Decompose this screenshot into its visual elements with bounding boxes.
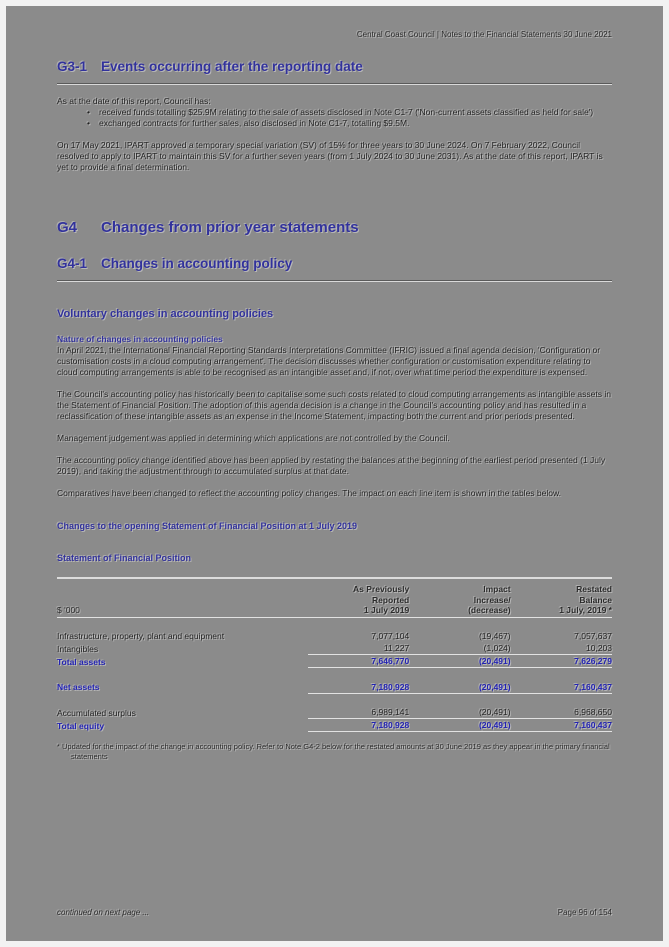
row-label: Infrastructure, property, plant and equipment	[57, 631, 225, 641]
cell-prev: 6,989,141	[308, 706, 409, 719]
opening-sofp-heading: Changes to the opening Statement of Financial Position at 1 July 2019	[57, 521, 358, 531]
table-row-intangibles	[57, 642, 612, 655]
table-spacer-row	[57, 693, 612, 706]
col-header-previously	[308, 578, 409, 617]
section-g4-number: G4	[57, 219, 78, 236]
g31-paragraph: On 17 May 2021, IPART approved a temporary special variation (SV) of 15% for three years to 30 June 2024. On 7 February 2022, Council resolved to apply to IPART to maintain this SV for a further seven years (from 1 July 2024 to 30 June 2031). As at the date of this report, IPART is yet to provide a final determination.	[57, 140, 603, 172]
row-label: Intangibles	[57, 643, 99, 654]
col-header-line: 1 July, 2019 *	[559, 605, 612, 615]
col-header-line: As Previously	[353, 584, 410, 594]
col-header-line: 1 July 2019	[363, 605, 410, 615]
cell-restated: 7,057,637	[574, 631, 612, 641]
row-label: Net assets	[57, 682, 100, 692]
col-header-line: Restated	[576, 584, 612, 594]
g31-bullet-list	[57, 107, 612, 129]
g41-paragraph-4: The accounting policy change identified above has been applied by restating the balances at the beginning of the earliest period presented (1 July 2019), and taking the adjustment through to accumulated surplus at that date.	[57, 455, 606, 476]
table-row-total-equity	[57, 719, 612, 732]
g41-paragraph-3: Management judgement was applied in determining which applications are not controlled by the Council.	[57, 433, 450, 443]
cell-impact: (1,024)	[409, 642, 510, 655]
sofp-heading: Statement of Financial Position	[57, 553, 192, 563]
col-header-line: Impact	[483, 584, 511, 594]
note-g31-heading	[57, 59, 612, 74]
cell-impact: (20,491)	[409, 681, 510, 694]
cell-prev: 7,646,770	[308, 655, 409, 668]
table-row-ippe	[57, 630, 612, 642]
cell-restated: 6,968,650	[511, 706, 612, 719]
col-header-line: (decrease)	[468, 605, 511, 615]
heading-rule	[57, 83, 612, 85]
row-label: Total assets	[57, 656, 106, 667]
continued-note: continued on next page ...	[57, 908, 150, 917]
cell-restated: 7,160,437	[511, 681, 612, 694]
g31-intro: As at the date of this report, Council has:	[57, 96, 211, 106]
g41-paragraph-1: In April 2021, the International Financial Reporting Standards Interpretations Committee (IFRIC) issued a final agenda decision, 'Configuration or customisation costs in a cloud computing arrangement'. The decision discusses whether configuration or customisation expenditure relating to cloud computing arrangements is able to be recognised as an intangible asset and, if not, over what time period the expenditure is expensed.	[57, 345, 601, 377]
cell-prev: 7,077,104	[371, 631, 410, 641]
cell-restated: 7,160,437	[511, 719, 612, 732]
g31-bullet-1: • received funds totalling $25.9M relating to the sale of assets disclosed in Note C1-7 ('Non-current assets classified as held for sale')	[87, 107, 612, 118]
note-g41-title: Changes in accounting policy	[101, 256, 293, 271]
col-header-impact	[409, 578, 510, 617]
cell-prev: 11,227	[308, 642, 409, 655]
heading-rule-2	[57, 280, 612, 282]
note-g41-number: G4-1	[57, 256, 88, 271]
table-footnote: * Updated for the impact of the change in accounting policy. Refer to Note G4-2 below for the restated amounts at 30 June 2019 as they appear in the primary financial statements	[57, 742, 610, 761]
cell-restated: 7,626,279	[511, 655, 612, 668]
page-header: Central Coast Council | Notes to the Financial Statements 30 June 2021	[356, 30, 612, 39]
page-footer	[57, 908, 612, 917]
cell-prev: 7,180,928	[308, 681, 409, 694]
cell-impact: (20,491)	[409, 655, 510, 668]
table-row-net-assets	[57, 681, 612, 694]
g41-paragraph-2: The Council's accounting policy has historically been to capitalise some such costs related to cloud computing arrangements as intangible assets in the Statement of Financial Position. The adoption of this agenda decision is a change in the Council's accounting policy and has resulted in a reclassification of these intangible assets as an expense in the Income Statement, impacting both the current and prior periods presented.	[57, 389, 611, 421]
page-number: Page 96 of 154	[557, 908, 612, 917]
col-header-restated	[511, 578, 612, 617]
g41-paragraph-5: Comparatives have been changed to reflect the accounting policy changes. The impact on each line item is shown in the tables below.	[57, 488, 562, 498]
col-header-line: Increase/	[473, 594, 511, 605]
table-spacer-row	[57, 668, 612, 681]
col-header-line: Reported	[371, 594, 410, 605]
table-header-row	[57, 578, 612, 617]
table-row-accumulated-surplus	[57, 706, 612, 719]
note-g31-number: G3-1	[57, 59, 88, 74]
unit-label-header	[57, 578, 308, 617]
note-g31-title: Events occurring after the reporting date	[101, 59, 363, 74]
col-header-line: Balance	[579, 594, 612, 605]
section-g4-heading	[57, 219, 612, 236]
cell-impact: (19,467)	[478, 631, 511, 641]
table-row-total-assets	[57, 655, 612, 668]
table-spacer-row	[57, 617, 612, 630]
unit-label: $ '000	[57, 605, 80, 615]
row-label: Accumulated surplus	[57, 707, 136, 718]
cell-restated: 10,203	[511, 642, 612, 655]
nature-of-changes-heading: Nature of changes in accounting policies	[57, 334, 223, 344]
cell-impact: (20,491)	[409, 706, 510, 719]
sofp-restatement-table	[57, 577, 612, 732]
voluntary-changes-subheading: Voluntary changes in accounting policies	[57, 308, 274, 320]
cell-prev: 7,180,928	[308, 719, 409, 732]
row-label: Total equity	[57, 720, 105, 731]
section-g4-title: Changes from prior year statements	[101, 219, 359, 236]
cell-impact: (20,491)	[409, 719, 510, 732]
note-g41-heading	[57, 256, 612, 271]
g31-bullet-2: • exchanged contracts for further sales, also disclosed in Note C1-7, totalling $9.5M.	[87, 118, 612, 129]
